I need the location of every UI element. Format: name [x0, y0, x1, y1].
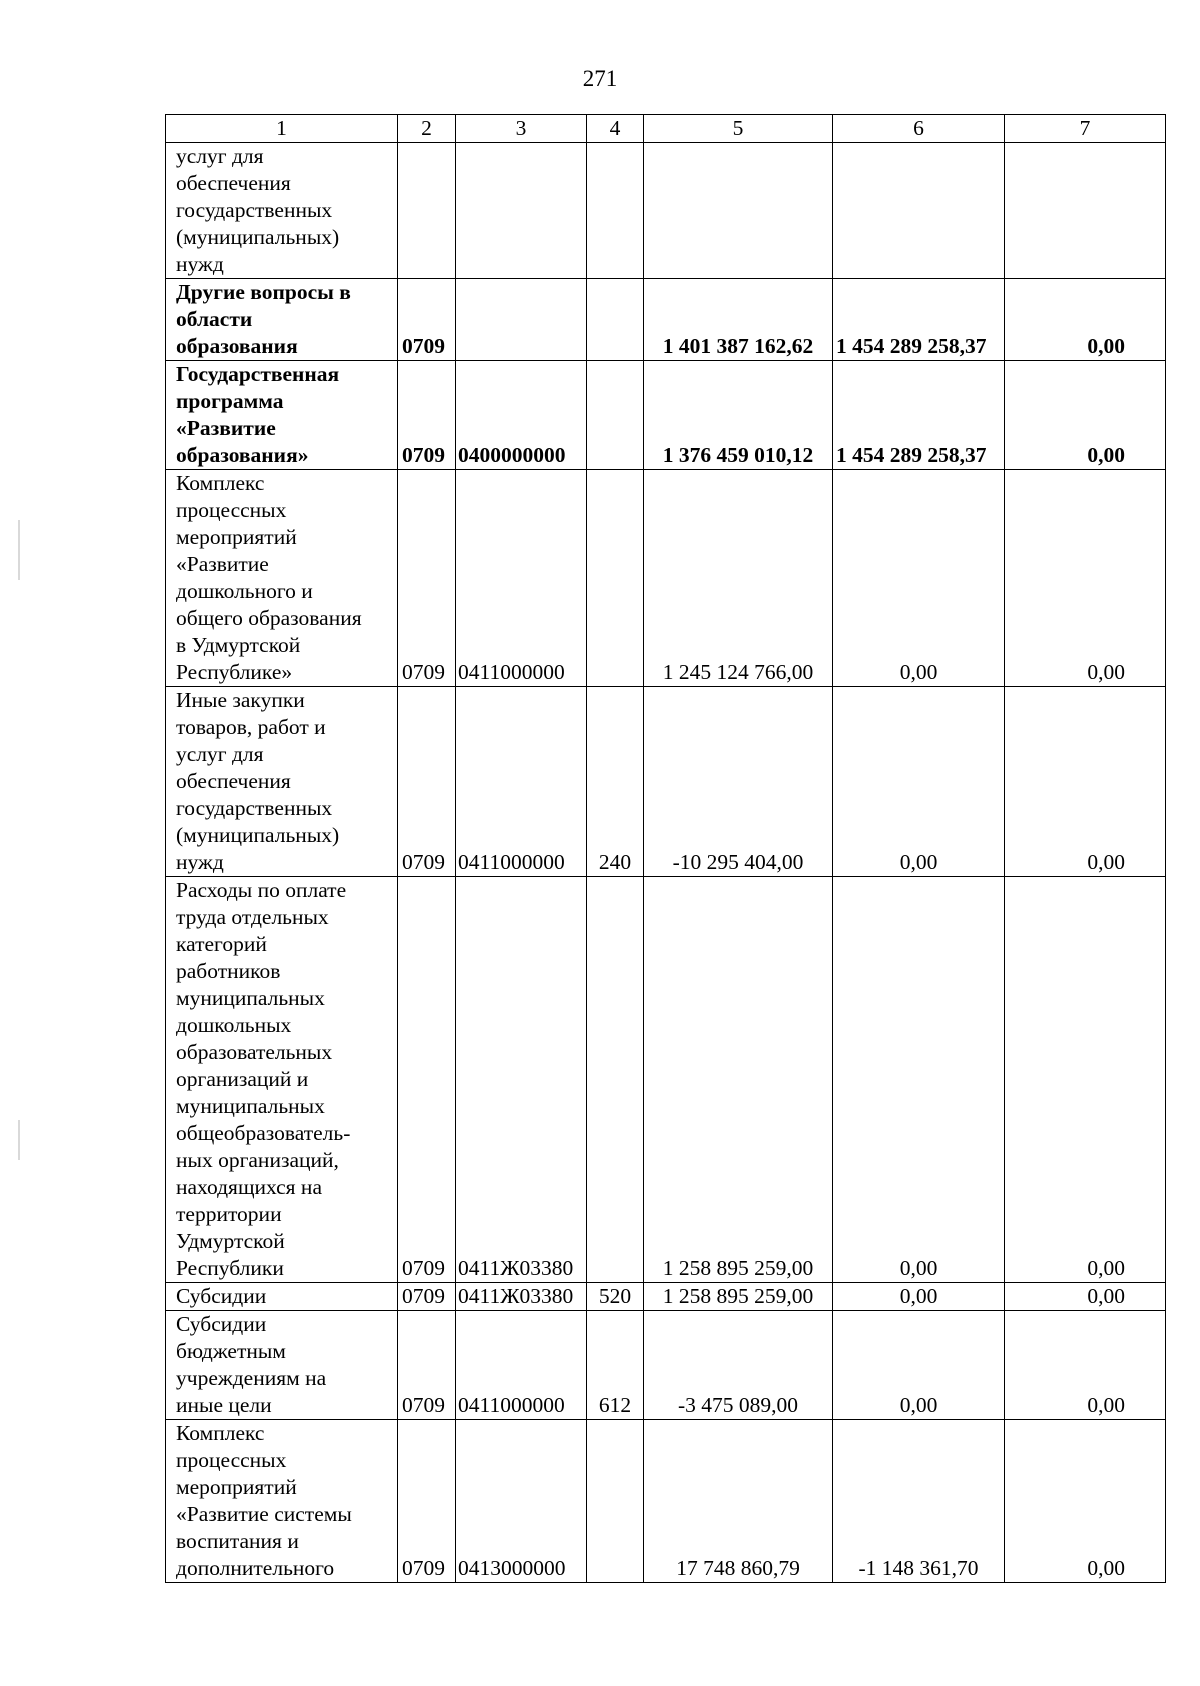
amount-2025-cell: 1 454 289 258,37 — [833, 361, 1005, 470]
column-header: 4 — [587, 115, 644, 143]
row-name-cell — [166, 687, 398, 877]
row-name-line: Субсидии — [176, 1284, 267, 1308]
target-article-cell: 0411000000 — [456, 470, 587, 687]
amount-2024-cell: -10 295 404,00 — [644, 687, 833, 877]
amount-2026-cell: 0,00 — [1005, 877, 1166, 1283]
section-code-cell: 0709 — [398, 1311, 456, 1420]
row-name-line: дошкольного и — [176, 579, 313, 603]
row-name-cell — [166, 877, 398, 1283]
table-row — [166, 279, 1166, 361]
table-row — [166, 1283, 1166, 1311]
row-name-cell — [166, 143, 398, 279]
row-name-line: воспитания и — [176, 1529, 299, 1553]
row-name-line: образовательных — [176, 1040, 333, 1064]
row-name-line: Иные закупки — [176, 688, 305, 712]
row-name-line: товаров, работ и — [176, 715, 326, 739]
amount-2026-cell: 0,00 — [1005, 470, 1166, 687]
table-row — [166, 877, 1166, 1283]
row-name-line: общеобразователь- — [176, 1121, 351, 1145]
table-row — [166, 687, 1166, 877]
amount-2026-cell: 0,00 — [1005, 1283, 1166, 1311]
amount-2025-cell: 0,00 — [833, 877, 1005, 1283]
row-name-line: государственных — [176, 198, 333, 222]
row-name-line: Другие вопросы в — [176, 280, 351, 304]
row-name-cell — [166, 279, 398, 361]
row-name-line: организаций и — [176, 1067, 309, 1091]
row-name-line: «Развитие системы — [176, 1502, 352, 1526]
row-name-cell — [166, 361, 398, 470]
amount-2026-cell — [1005, 143, 1166, 279]
section-code-cell: 0709 — [398, 361, 456, 470]
row-name-line: обеспечения — [176, 769, 291, 793]
target-article-cell: 0413000000 — [456, 1420, 587, 1583]
table-row — [166, 361, 1166, 470]
row-name-line: процессных — [176, 1448, 287, 1472]
amount-2025-cell: 0,00 — [833, 687, 1005, 877]
row-name-line: «Развитие — [176, 416, 276, 440]
row-name-cell — [166, 470, 398, 687]
amount-2024-cell: 17 748 860,79 — [644, 1420, 833, 1583]
section-code-cell: 0709 — [398, 687, 456, 877]
expense-type-cell — [587, 1420, 644, 1583]
amount-2025-cell: 0,00 — [833, 1283, 1005, 1311]
row-name-line: в Удмуртской — [176, 633, 301, 657]
amount-2024-cell — [644, 143, 833, 279]
table-row — [166, 143, 1166, 279]
row-name-line: труда отдельных — [176, 905, 329, 929]
amount-2026-cell: 0,00 — [1005, 279, 1166, 361]
column-header: 5 — [644, 115, 833, 143]
table-row — [166, 470, 1166, 687]
section-code-cell — [398, 143, 456, 279]
row-name-line: Комплекс — [176, 471, 265, 495]
target-article-cell: 0411000000 — [456, 1311, 587, 1420]
section-code-cell: 0709 — [398, 1283, 456, 1311]
column-header: 2 — [398, 115, 456, 143]
table-header-row — [166, 115, 1166, 143]
expense-type-cell — [587, 143, 644, 279]
row-name-line: Республике» — [176, 660, 293, 684]
row-name-line: «Развитие — [176, 552, 269, 576]
table-row — [166, 1420, 1166, 1583]
table-row — [166, 1311, 1166, 1420]
row-name-line: обеспечения — [176, 171, 291, 195]
row-name-line: общего образования — [176, 606, 362, 630]
row-name-cell — [166, 1283, 398, 1311]
column-header: 3 — [456, 115, 587, 143]
target-article-cell: 0411000000 — [456, 687, 587, 877]
budget-table — [165, 114, 1166, 1583]
row-name-line: услуг для — [176, 144, 264, 168]
row-name-line: дошкольных — [176, 1013, 292, 1037]
scan-edge-mark — [18, 1120, 20, 1160]
expense-type-cell: 520 — [587, 1283, 644, 1311]
amount-2024-cell: 1 245 124 766,00 — [644, 470, 833, 687]
expense-type-cell — [587, 279, 644, 361]
target-article-cell: 0411Ж03380 — [456, 877, 587, 1283]
amount-2025-cell: 1 454 289 258,37 — [833, 279, 1005, 361]
expense-type-cell: 612 — [587, 1311, 644, 1420]
row-name-line: образования — [176, 334, 298, 358]
row-name-cell — [166, 1420, 398, 1583]
amount-2025-cell: -1 148 361,70 — [833, 1420, 1005, 1583]
row-name-line: иные цели — [176, 1393, 272, 1417]
row-name-line: ных организаций, — [176, 1148, 339, 1172]
expense-type-cell: 240 — [587, 687, 644, 877]
section-code-cell: 0709 — [398, 1420, 456, 1583]
row-name-line: мероприятий — [176, 1475, 297, 1499]
amount-2025-cell: 0,00 — [833, 470, 1005, 687]
row-name-line: дополнительного — [176, 1556, 335, 1580]
row-name-line: программа — [176, 389, 284, 413]
amount-2024-cell: 1 258 895 259,00 — [644, 877, 833, 1283]
column-header: 7 — [1005, 115, 1166, 143]
column-header: 6 — [833, 115, 1005, 143]
row-name-line: образования» — [176, 443, 309, 467]
amount-2025-cell: 0,00 — [833, 1311, 1005, 1420]
amount-2024-cell: 1 258 895 259,00 — [644, 1283, 833, 1311]
section-code-cell: 0709 — [398, 470, 456, 687]
row-name-line: Удмуртской — [176, 1229, 285, 1253]
expense-type-cell — [587, 470, 644, 687]
row-name-line: Республики — [176, 1256, 284, 1280]
row-name-line: мероприятий — [176, 525, 297, 549]
amount-2024-cell: 1 401 387 162,62 — [644, 279, 833, 361]
row-name-line: Государственная — [176, 362, 340, 386]
row-name-line: муниципальных — [176, 986, 325, 1010]
row-name-line: учреждениям на — [176, 1366, 327, 1390]
row-name-line: работников — [176, 959, 281, 983]
amount-2026-cell: 0,00 — [1005, 687, 1166, 877]
section-code-cell: 0709 — [398, 279, 456, 361]
row-name-line: Расходы по оплате — [176, 878, 347, 902]
target-article-cell: 0411Ж03380 — [456, 1283, 587, 1311]
page-number: 271 — [582, 66, 618, 91]
row-name-line: муниципальных — [176, 1094, 325, 1118]
scan-edge-mark — [18, 520, 20, 580]
section-code-cell: 0709 — [398, 877, 456, 1283]
row-name-line: процессных — [176, 498, 287, 522]
row-name-line: нужд — [176, 252, 224, 276]
row-name-line: Комплекс — [176, 1421, 265, 1445]
row-name-line: услуг для — [176, 742, 264, 766]
target-article-cell — [456, 143, 587, 279]
target-article-cell — [456, 279, 587, 361]
column-header: 1 — [166, 115, 398, 143]
row-name-line: бюджетным — [176, 1339, 286, 1363]
target-article-cell: 0400000000 — [456, 361, 587, 470]
row-name-line: категорий — [176, 932, 267, 956]
amount-2026-cell: 0,00 — [1005, 1420, 1166, 1583]
expense-type-cell — [587, 877, 644, 1283]
expense-type-cell — [587, 361, 644, 470]
row-name-line: государственных — [176, 796, 333, 820]
row-name-line: Субсидии — [176, 1312, 267, 1336]
amount-2024-cell: 1 376 459 010,12 — [644, 361, 833, 470]
row-name-line: (муниципальных) — [176, 225, 340, 249]
amount-2026-cell: 0,00 — [1005, 361, 1166, 470]
row-name-line: находящихся на — [176, 1175, 322, 1199]
row-name-line: территории — [176, 1202, 282, 1226]
row-name-line: (муниципальных) — [176, 823, 340, 847]
row-name-line: нужд — [176, 850, 224, 874]
row-name-cell — [166, 1311, 398, 1420]
amount-2025-cell — [833, 143, 1005, 279]
amount-2024-cell: -3 475 089,00 — [644, 1311, 833, 1420]
amount-2026-cell: 0,00 — [1005, 1311, 1166, 1420]
row-name-line: области — [176, 307, 253, 331]
